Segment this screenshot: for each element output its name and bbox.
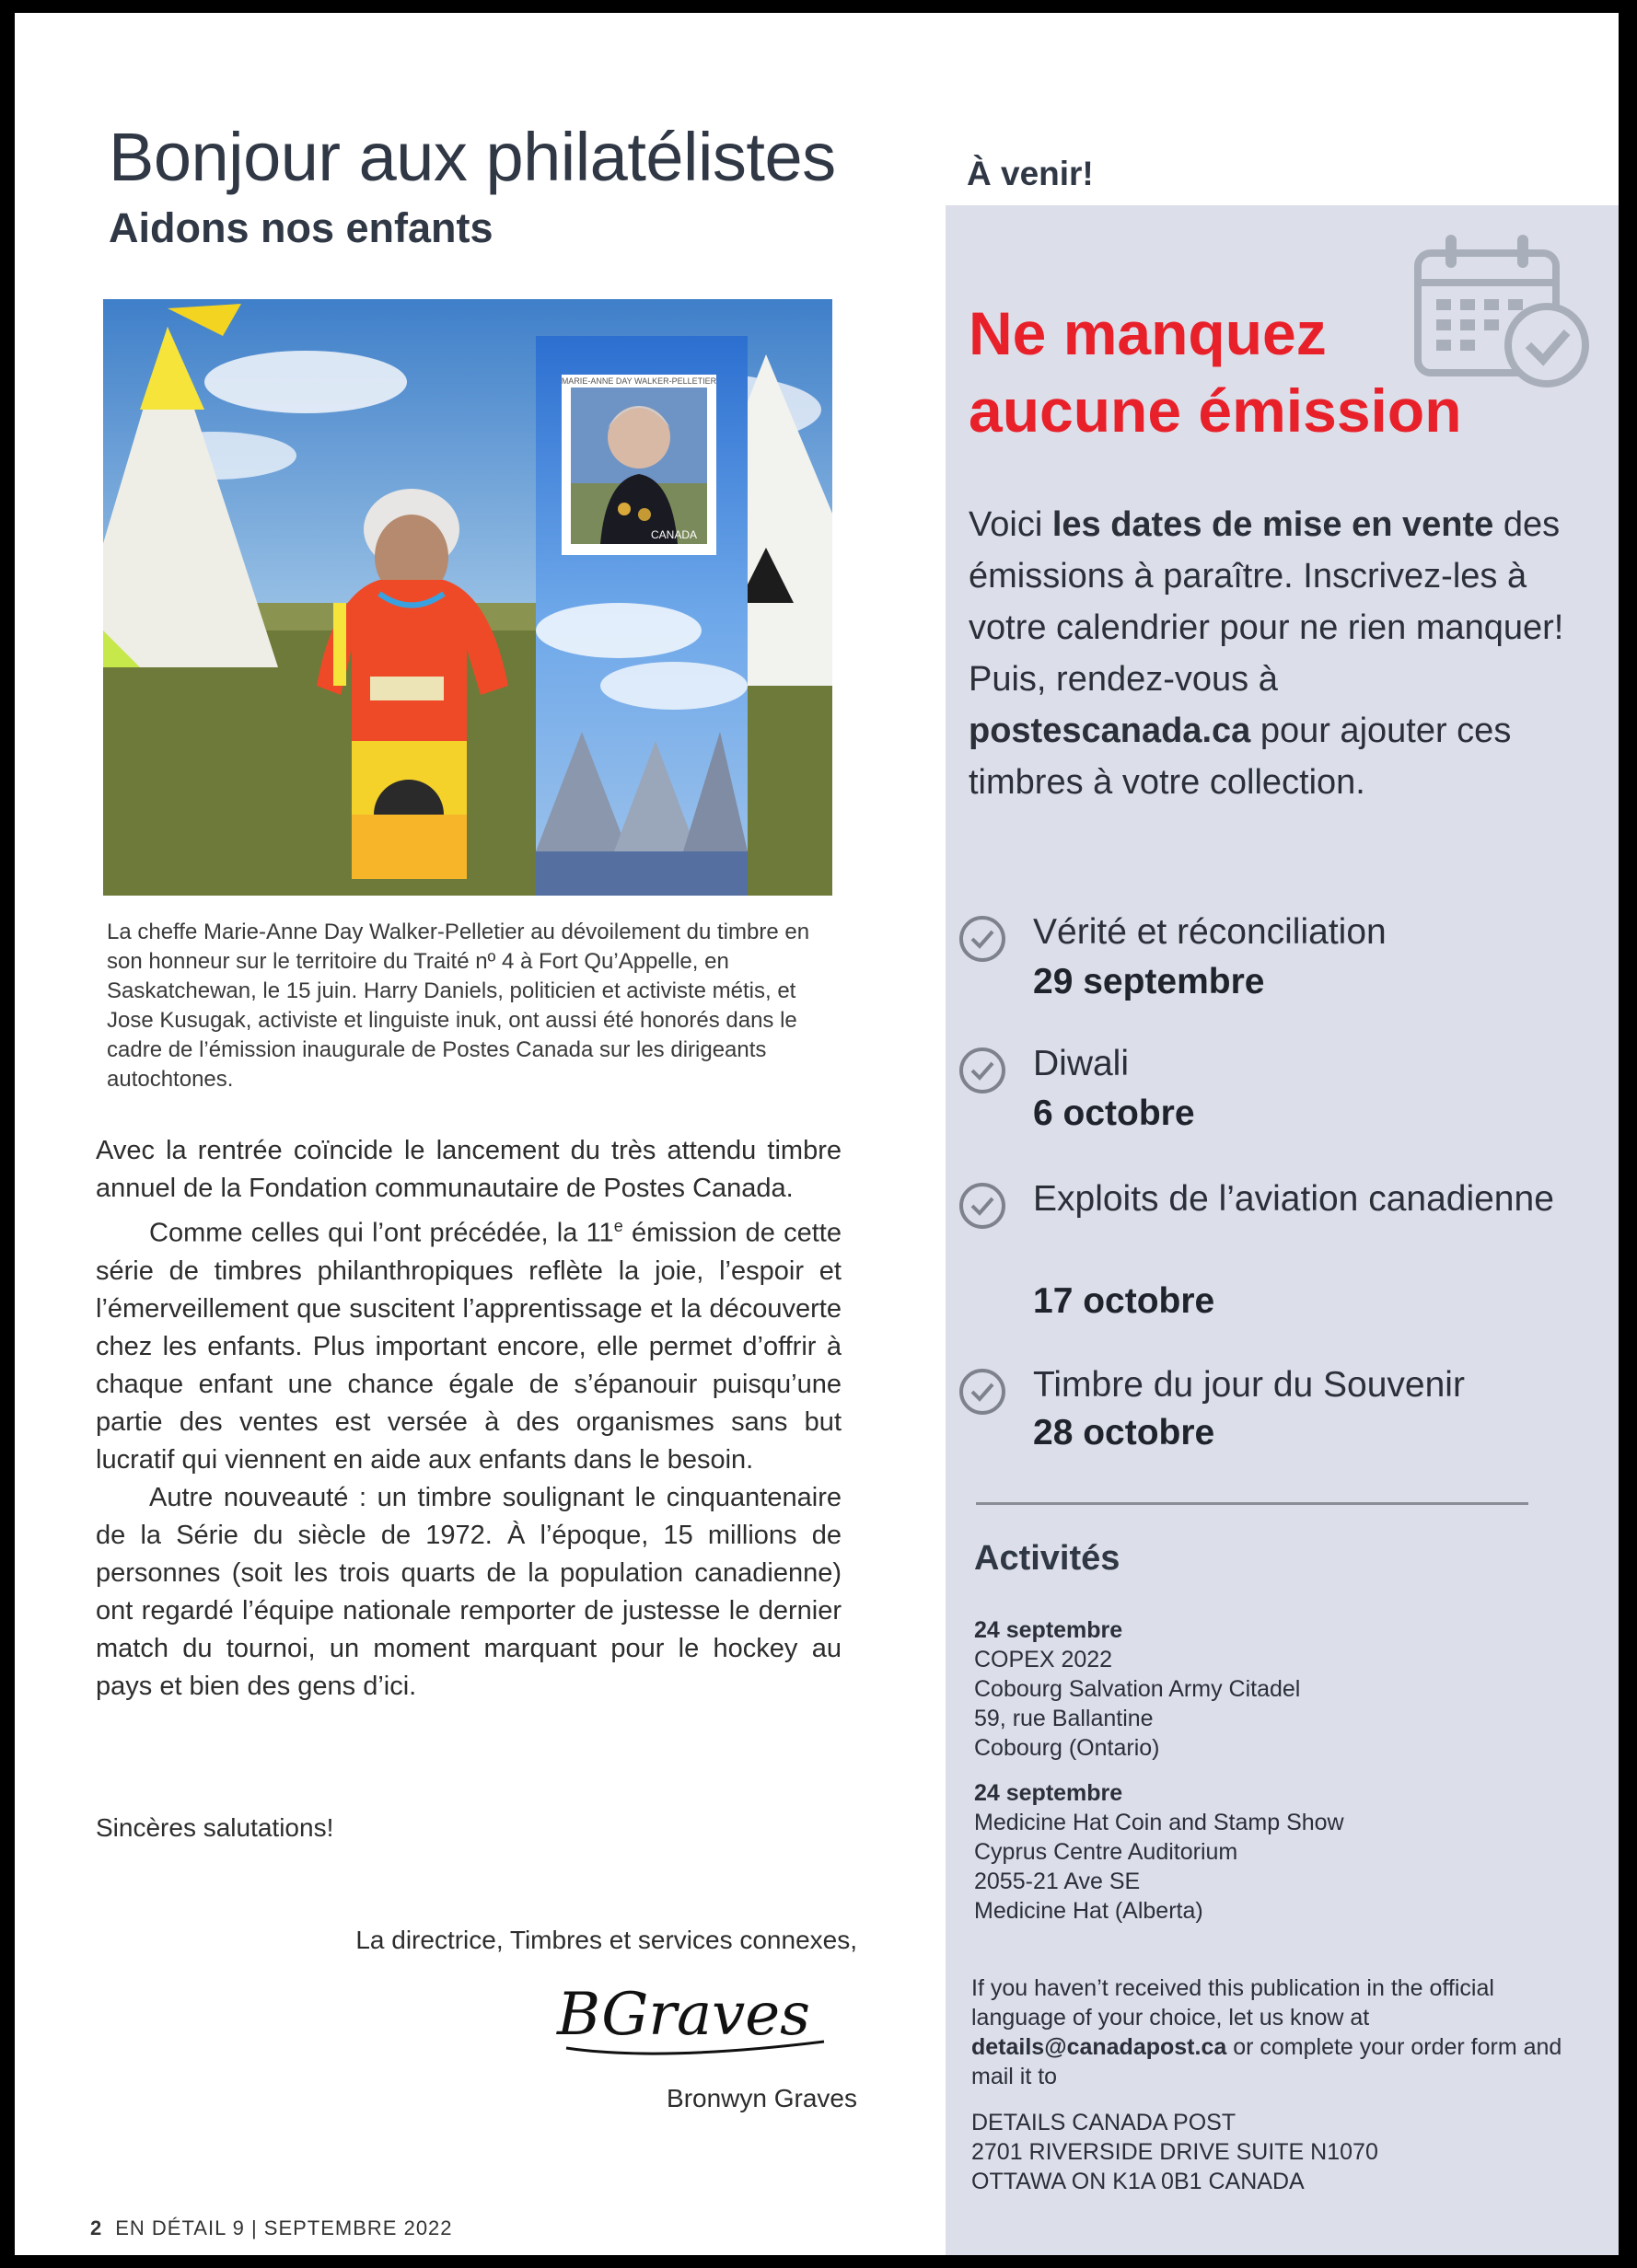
language-notice: If you haven’t received this publication in the official language of your choice, let us know at details@canadapost.ca or complete your order form and mail it to [971, 1975, 1562, 2089]
photo-caption: La cheffe Marie-Anne Day Walker-Pelletier au dévoilement du timbre en son honneur sur le territoire du Traité nº 4 à Fort Qu’Appelle, en Saskatchewan, le 15 juin. Harry Daniels, politicien et activiste métis, et Jose Kusugak, activiste et linguiste inuk, ont aussi été honorés dans le cadre de l’émission inaugurale de Postes Canada sur les dirigeants autochtones. [107, 920, 810, 1092]
sidebar-headline: Ne manquez aucune émission [969, 299, 1462, 445]
check-circle-icon [958, 1367, 1007, 1417]
svg-text:BGraves: BGraves [557, 1981, 810, 2049]
activities-title: Activités [974, 1539, 1120, 1578]
activity-entry: 24 septembre Medicine Hat Coin and Stamp Show Cyprus Centre Auditorium 2055-21 Ave SE Medicine Hat (Alberta) [974, 1780, 1344, 1924]
postescanada-link: postescanada.ca [969, 712, 1251, 750]
signatory-name: Bronwyn Graves [667, 2084, 857, 2112]
upcoming-label: À venir! [967, 155, 1094, 192]
stamp-name-label: MARIE-ANNE DAY WALKER-PELLETIER [561, 376, 717, 386]
closing-salutation: Sincères salutations! [96, 1813, 334, 1842]
activity-entry: 24 septembre COPEX 2022 Cobourg Salvation Army Citadel 59, rue Ballantine Cobourg (Ontario) [974, 1617, 1301, 1761]
page-title: Bonjour aux philatélistes [109, 119, 836, 195]
paragraph-2: Comme celles qui l’ont précédée, la 11e émission de cette série de timbres philanthropiques reflète la joie, l’espoir et l’émerveillement que suscitent l’apprentissage et la découverte chez les enfants. Plus important encore, elle permet d’offrir à chaque enfant une chance égale de s’épanouir puisqu’une partie des ventes est versée à des organismes sans but lucratif qui viennent en aide aux enfants dans le besoin. [96, 1217, 842, 1475]
signatory-role: La directrice, Timbres et services connexes, [355, 1926, 857, 1954]
sidebar-intro: Voici les dates de mise en vente des émissions à paraître. Inscrivez-les à votre calendrier pour ne rien manquer! Puis, rendez-vous à postescanada.ca pour ajouter ces timbres à votre collection. [969, 505, 1564, 802]
article-body [96, 1132, 842, 1706]
event-photo [103, 299, 832, 896]
check-circle-icon [958, 1181, 1007, 1231]
page-number: 2 [90, 2216, 103, 2239]
signature-image [548, 1961, 842, 2071]
page-subtitle: Aidons nos enfants [109, 204, 493, 251]
email-link[interactable]: details@canadapost.ca [971, 2034, 1227, 2060]
paragraph-1: Avec la rentrée coïncide le lancement du très attendu timbre annuel de la Fondation communautaire de Postes Canada. [96, 1136, 842, 1203]
stamp-country-label: CANADA [650, 528, 697, 541]
check-circle-icon [958, 1046, 1007, 1095]
page-footer [90, 2216, 453, 2240]
check-circle-icon [958, 914, 1007, 964]
mailing-address: DETAILS CANADA POST 2701 RIVERSIDE DRIVE SUITE N1070 OTTAWA ON K1A 0B1 CANADA [971, 2110, 1378, 2194]
publication-info: EN DÉTAIL 9 | SEPTEMBRE 2022 [115, 2216, 453, 2239]
divider [976, 1502, 1528, 1505]
paragraph-3: Autre nouveauté : un timbre soulignant le cinquantenaire de la Série du siècle de 1972. À l’époque, 15 millions de personnes (soit les trois quarts de la population canadienne) ont regardé l’équipe nationale remporter de justesse le dernier match du tournoi, un moment marquant pour le hockey au pays et bien des gens d’ici. [96, 1482, 842, 1701]
